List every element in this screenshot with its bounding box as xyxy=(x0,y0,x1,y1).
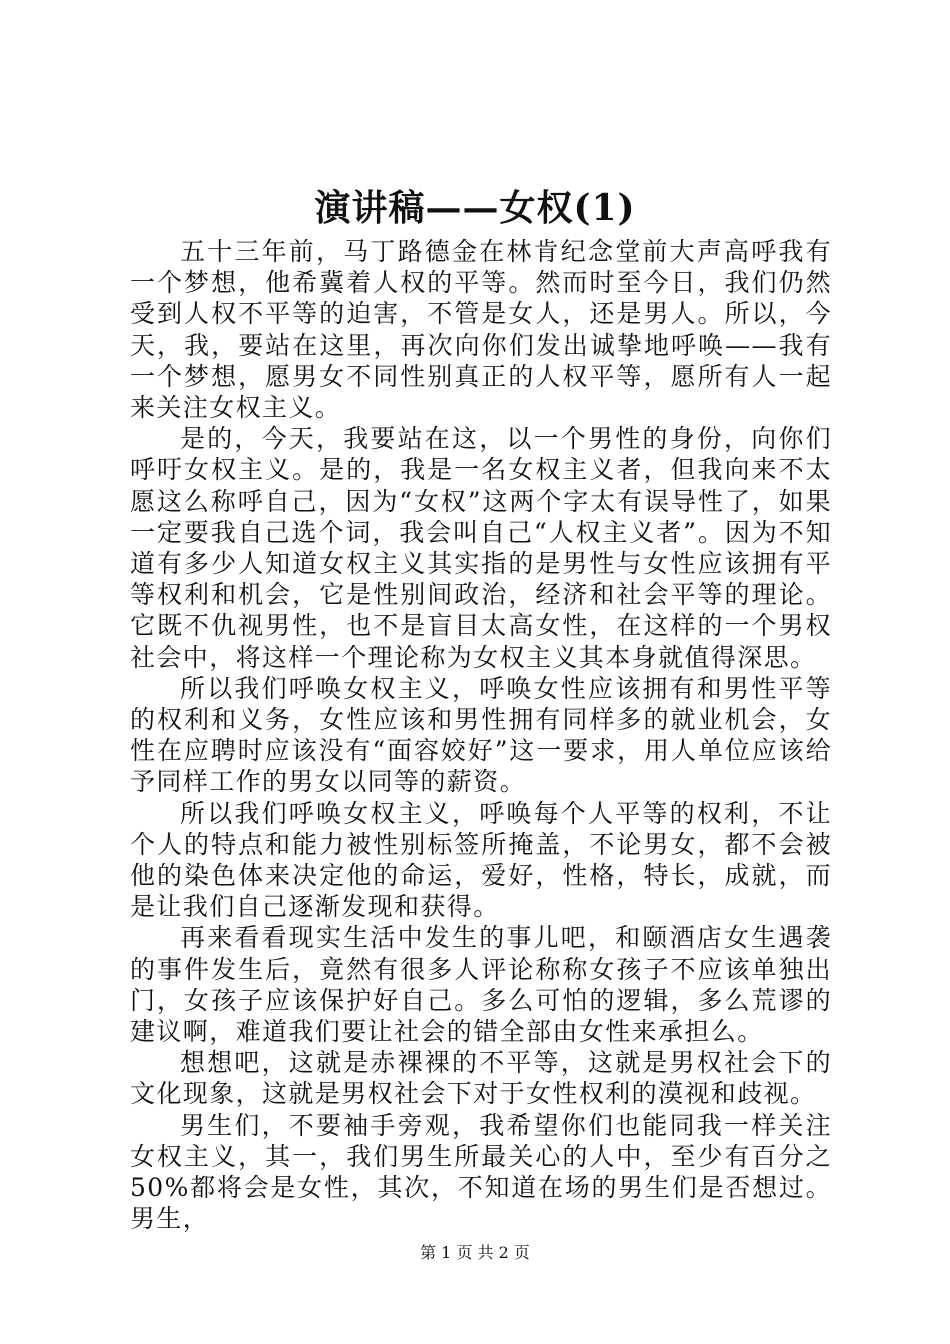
paragraph-6: 想想吧，这就是赤裸裸的不平等，这就是男权社会下的文化现象，这就是男权社会下对于女性权利的漠视和歧视。 xyxy=(130,1048,832,1109)
page-footer: 第 1 页 共 2 页 xyxy=(420,1243,530,1262)
paragraph-4: 所以我们呼唤女权主义，呼唤每个人平等的权利，不让个人的特点和能力被性别标签所掩盖，不论男女，都不会被他的染色体来决定他的命运，爱好，性格，特长，成就，而是让我们自己逐渐发现和获得。 xyxy=(130,798,832,922)
document-title: 演讲稿——女权(1) xyxy=(314,187,636,229)
paragraph-2: 是的，今天，我要站在这，以一个男性的身份，向你们呼吁女权主义。是的，我是一名女权主义者，但我向来不太愿这么称呼自己，因为“女权”这两个字太有误导性了，如果一定要我自己选个词，我会叫自己“人权主义者”。因为不知道有多少人知道女权主义其实指的是男性与女性应该拥有平等权利和机会，它是性别间政治，经济和社会平等的理论。它既不仇视男性，也不是盲目太高女性，在这样的一个男权社会中，将这样一个理论称为女权主义其本身就值得深思。 xyxy=(130,424,832,672)
paragraph-3: 所以我们呼唤女权主义，呼唤女性应该拥有和男性平等的权利和义务，女性应该和男性拥有同样多的就业机会，女性在应聘时应该没有“面容姣好”这一要求，用人单位应该给予同样工作的男女以同等的薪资。 xyxy=(130,673,832,797)
document-body xyxy=(130,236,832,1235)
paragraph-7: 男生们，不要袖手旁观，我希望你们也能同我一样关注女权主义，其一，我们男生所最关心的人中，至少有百分之 50%都将会是女性，其次，不知道在场的男生们是否想过。男生， xyxy=(130,1110,832,1234)
paragraph-1: 五十三年前，马丁路德金在林肯纪念堂前大声高呼我有一个梦想，他希冀着人权的平等。然而时至今日，我们仍然受到人权不平等的迫害，不管是女人，还是男人。所以，今天，我，要站在这里，再次向你们发出诚挚地呼唤——我有一个梦想，愿男女不同性别真正的人权平等，愿所有人一起来关注女权主义。 xyxy=(130,237,832,423)
paragraph-5: 再来看看现实生活中发生的事儿吧，和颐酒店女生遇袭的事件发生后，竟然有很多人评论称称女孩子不应该单独出门，女孩子应该保护好自己。多么可怕的逻辑，多么荒谬的建议啊，难道我们要让社会的错全部由女性来承担么。 xyxy=(130,923,832,1047)
